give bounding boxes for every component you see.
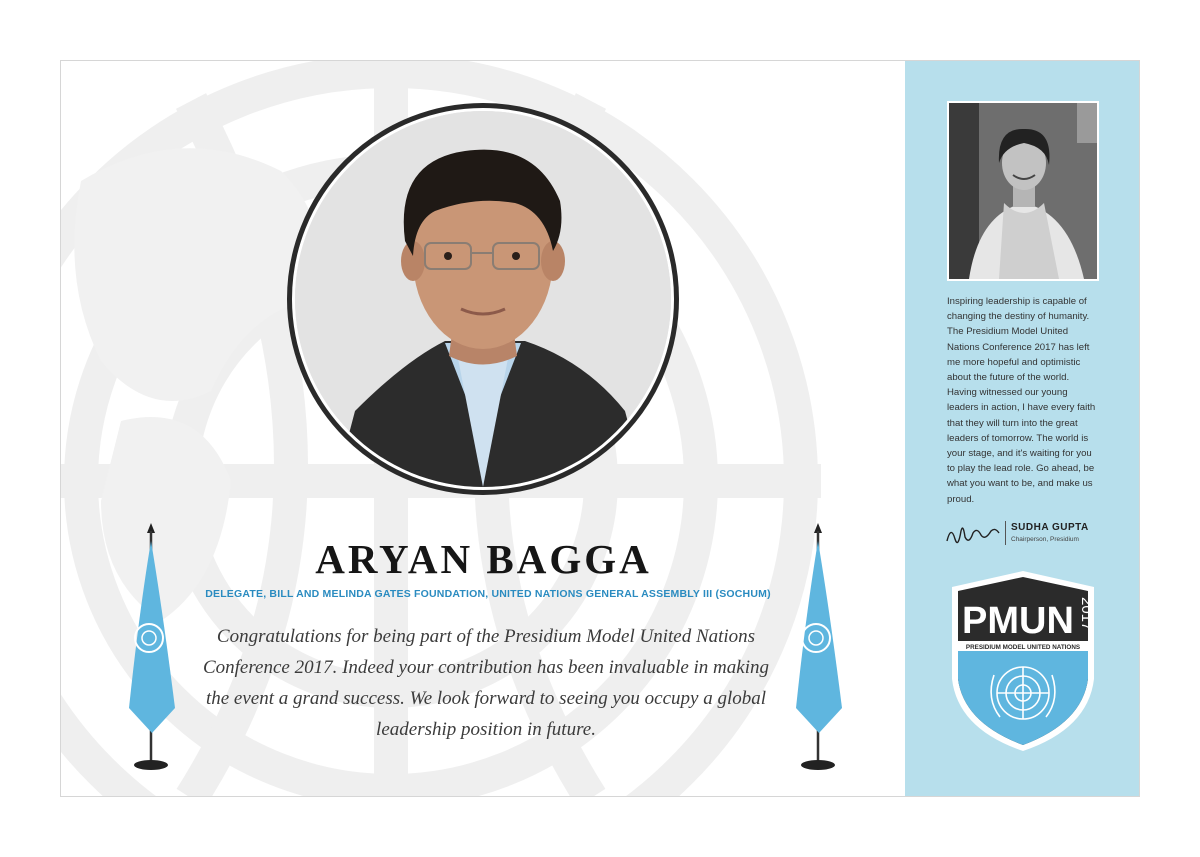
signatory-name: SUDHA GUPTA: [1011, 522, 1089, 533]
sidebar-panel: [905, 61, 1140, 797]
recipient-photo: [295, 111, 671, 487]
recipient-name: ARYAN BAGGA: [315, 536, 652, 582]
signatory-title: Chairperson, Presidium: [1011, 536, 1079, 543]
recipient-role: DELEGATE, BILL AND MELINDA GATES FOUNDATION, UNITED NATIONS GENERAL ASSEMBLY III (SOCHUM): [205, 588, 771, 600]
logo-wordmark: PMUN: [962, 600, 1074, 642]
chairperson-photo: [947, 101, 1099, 281]
signature-block: [945, 519, 1135, 549]
signature-divider: [1005, 521, 1006, 545]
congratulation-message: Congratulations for being part of the Presidium Model United Nations Conference 2017. Indeed your contribution has been invaluable in making the event a grand success. We look forward to seeing you occupy a global leadership position in future.: [202, 626, 769, 740]
pmun-logo: [948, 569, 1098, 753]
certificate-card: [60, 60, 1140, 797]
chairperson-quote: Inspiring leadership is capable of changing the destiny of humanity. The Presidium Model United Nations Conference 2017 has left me more hopeful and optimistic about the future of the world. Having witnessed our young leaders in action, I have every faith that they will turn into the great leaders of tomorrow. The world is your stage, and it's waiting for you to play the lead role. Go ahead, be what you want to be, and make us proud.: [947, 296, 1096, 505]
handwritten-signature: [945, 519, 1001, 549]
logo-year: 2017: [1078, 597, 1095, 631]
logo-tagline: PRESIDIUM MODEL UNITED NATIONS: [965, 644, 1081, 651]
